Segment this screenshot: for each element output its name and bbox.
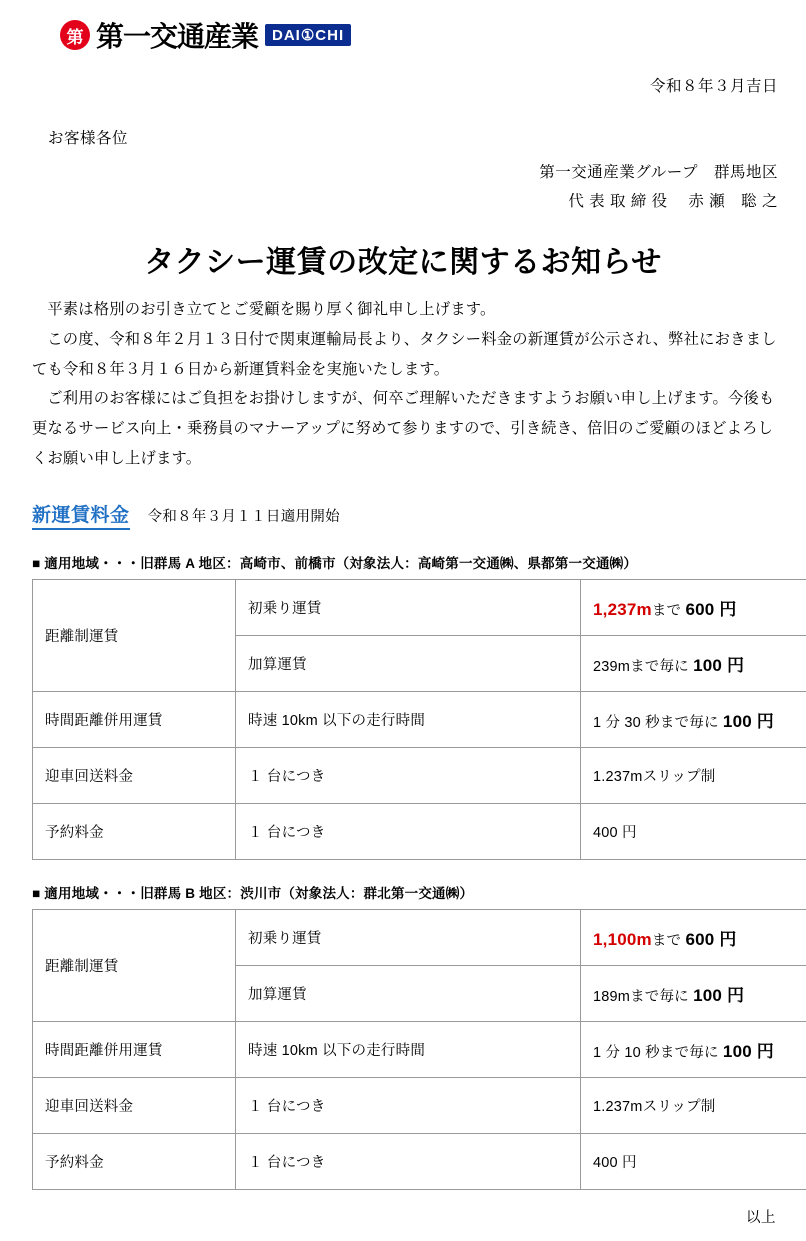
fare-value-prefix: 1,100m [593,930,652,949]
fare-value-prefix: 1 分 10 秒まで毎に [593,1045,723,1061]
fare-item-cell: 加算運賃 [236,635,581,691]
fare-item-cell: １ 台につき [236,747,581,803]
fare-category-cell: 時間距離併用運賃 [33,1021,236,1077]
fare-value-cell [581,1077,806,1133]
fare-item-cell: １ 台につき [236,1133,581,1189]
fare-category-cell: 時間距離併用運賃 [33,691,236,747]
fare-value-amount: 600 円 [686,930,737,949]
fare-table-a-body [33,579,806,859]
table-row [33,1021,806,1077]
fare-value-cell [581,965,806,1021]
area-heading-a: ■ 適用地域・・・旧群馬 A 地区：高崎市、前橋市（対象法人：高崎第一交通㈱、県都第一交通㈱） [14,552,792,572]
issuer-name: 代 表 取 締 役 赤 瀬 聡 之 [14,187,778,216]
body-paragraph-2: この度、令和８年２月１３日付で関東運輸局長より、タクシー料金の新運賃が公示され、弊社におきましても令和８年３月１６日から新運賃料金を実施いたします。 [32,325,778,385]
fare-value-amount: 100 円 [693,656,744,675]
section-heading [14,500,792,530]
fare-table-b-body [33,909,806,1189]
fare-item-cell: 時速 10km 以下の走行時間 [236,1021,581,1077]
fare-value-cell [581,747,806,803]
fare-table-a [32,579,806,860]
table-row [33,909,806,965]
company-logo [14,10,792,56]
section-heading-subtitle: 令和８年３月１１日適用開始 [148,505,340,526]
fare-category-cell: 距離制運賃 [33,909,236,1021]
company-logo-badge: DAI①CHI [265,24,351,46]
section-heading-title: 新運賃料金 [32,500,130,530]
fare-value-amount: 600 円 [686,600,737,619]
table-row [33,803,806,859]
fare-item-cell: １ 台につき [236,803,581,859]
fare-value-mid: まで [652,933,686,949]
fare-item-cell: 初乗り運賃 [236,579,581,635]
issuer-group: 第一交通産業グループ 群馬地区 [14,158,778,187]
table-row [33,691,806,747]
fare-value-cell [581,1021,806,1077]
body-text [14,295,792,474]
fare-value-prefix: 189mまで毎に [593,989,693,1005]
company-logo-mark-icon: 第 [60,20,90,50]
body-paragraph-1: 平素は格別のお引き立てとご愛顧を賜り厚く御礼申し上げます。 [32,295,778,325]
issuer-block [14,158,792,217]
body-paragraph-3: ご利用のお客様にはご負担をお掛けしますが、何卒ご理解いただきますようお願い申し上げます。今後も更なるサービス向上・乗務員のマナーアップに努めて参りますので、引き続き、倍旧のご愛顧のほどよろしくお願い申し上げます。 [32,384,778,473]
table-row [33,747,806,803]
fare-value-prefix: 400 円 [593,1155,637,1171]
fare-value-prefix: 1 分 30 秒まで毎に [593,715,723,731]
fare-value-amount: 100 円 [723,712,774,731]
fare-value-prefix: 1.237mスリップ制 [593,769,715,785]
fare-value-cell [581,635,806,691]
fare-value-prefix: 1,237m [593,600,652,619]
fare-value-cell [581,579,806,635]
fare-value-mid: まで [652,603,686,619]
table-row [33,1077,806,1133]
fare-value-amount: 100 円 [723,1042,774,1061]
fare-item-cell: １ 台につき [236,1077,581,1133]
fare-item-cell: 初乗り運賃 [236,909,581,965]
fare-item-cell: 加算運賃 [236,965,581,1021]
fare-table-b [32,909,806,1190]
fare-value-amount: 100 円 [693,986,744,1005]
fare-value-prefix: 400 円 [593,825,637,841]
fare-value-cell [581,909,806,965]
fare-category-cell: 予約料金 [33,1133,236,1189]
table-row [33,579,806,635]
fare-value-prefix: 1.237mスリップ制 [593,1099,715,1115]
document-date: 令和８年３月吉日 [14,74,792,96]
addressee: お客様各位 [14,126,792,148]
fare-category-cell: 迎車回送料金 [33,747,236,803]
document-footer: 以上 [14,1206,792,1227]
company-logo-text: 第一交通産業 [96,15,258,55]
fare-value-prefix: 239mまで毎に [593,659,693,675]
table-row [33,1133,806,1189]
fare-value-cell [581,803,806,859]
fare-category-cell: 迎車回送料金 [33,1077,236,1133]
fare-category-cell: 予約料金 [33,803,236,859]
fare-item-cell: 時速 10km 以下の走行時間 [236,691,581,747]
area-heading-b: ■ 適用地域・・・旧群馬 B 地区：渋川市（対象法人：群北第一交通㈱） [14,882,792,902]
fare-category-cell: 距離制運賃 [33,579,236,691]
page-title: タクシー運賃の改定に関するお知らせ [14,237,792,281]
fare-value-cell [581,1133,806,1189]
fare-value-cell [581,691,806,747]
